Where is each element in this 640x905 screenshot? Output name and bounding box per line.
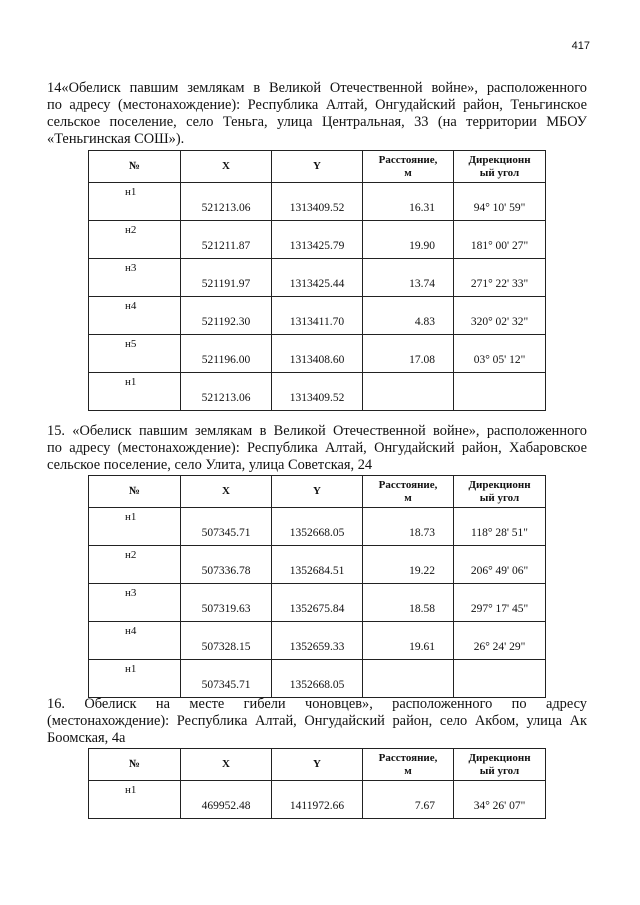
- cell-angle: [454, 297, 546, 335]
- header-distance-text: м: [404, 166, 412, 179]
- cell-y: [272, 546, 363, 584]
- cell-x: [181, 508, 272, 546]
- header-angle-text: ый угол: [479, 166, 520, 179]
- cell-distance-value: 4.83: [414, 316, 435, 328]
- paragraph-line: сельское поселение, село Улита, улица Советская, 24: [47, 457, 373, 473]
- cell-distance-value: 7.67: [414, 800, 435, 812]
- cell-angle-value: 271° 22' 33": [470, 278, 529, 290]
- section-16-coordinates-table: [88, 748, 546, 819]
- header-num: [89, 749, 181, 781]
- cell-angle: [454, 781, 546, 819]
- cell-y: [272, 508, 363, 546]
- cell-x: [181, 622, 272, 660]
- cell-point: [89, 259, 181, 297]
- header-x: [181, 476, 272, 508]
- cell-point-value: н3: [125, 262, 137, 274]
- table-row: [89, 584, 546, 622]
- cell-point: [89, 508, 181, 546]
- cell-distance-value: 17.08: [409, 354, 435, 366]
- cell-y-value: 1313411.70: [289, 316, 345, 328]
- header-num-text: №: [128, 485, 141, 497]
- cell-point: [89, 221, 181, 259]
- cell-y-value: 1352675.84: [289, 603, 345, 615]
- header-angle: [454, 476, 546, 508]
- header-num: [89, 151, 181, 183]
- section-14-paragraph: [47, 80, 587, 148]
- cell-distance-value: 13.74: [409, 278, 435, 290]
- cell-point: [89, 373, 181, 411]
- cell-distance-value: 18.58: [409, 603, 435, 615]
- cell-angle-value: 94° 10' 59": [473, 202, 526, 214]
- cell-angle: [454, 508, 546, 546]
- cell-point-value: н1: [125, 663, 137, 675]
- cell-point: [89, 546, 181, 584]
- paragraph-line: (местонахождение): Республика Алтай, Онгудайский район, село Акбом, улица Ак: [47, 713, 587, 729]
- header-y: [272, 749, 363, 781]
- header-angle: [454, 151, 546, 183]
- cell-angle-value: 206° 49' 06": [470, 565, 529, 577]
- cell-x-value: 521213.06: [201, 392, 251, 404]
- cell-angle: [454, 259, 546, 297]
- cell-x-value: 469952.48: [201, 800, 251, 812]
- cell-y: [272, 335, 363, 373]
- cell-y: [272, 297, 363, 335]
- cell-distance: [363, 546, 454, 584]
- cell-distance-value: 18.73: [409, 527, 435, 539]
- header-angle-text: ый угол: [479, 764, 520, 777]
- cell-y: [272, 221, 363, 259]
- cell-x-value: 521211.87: [201, 240, 251, 252]
- header-num-text: №: [128, 160, 141, 172]
- cell-distance: [363, 297, 454, 335]
- header-y-text: Y: [313, 160, 321, 172]
- header-x: [181, 151, 272, 183]
- header-y: [272, 151, 363, 183]
- header-y-text: Y: [313, 485, 321, 497]
- cell-y: [272, 584, 363, 622]
- cell-x: [181, 221, 272, 259]
- table-row: [89, 622, 546, 660]
- cell-angle: [454, 546, 546, 584]
- cell-angle-value: 297° 17' 45": [470, 603, 529, 615]
- cell-angle-value: 320° 02' 32": [470, 316, 529, 328]
- section-14-coordinates-table: [88, 150, 546, 411]
- cell-x: [181, 335, 272, 373]
- cell-distance-value: 19.90: [409, 240, 435, 252]
- table-row: [89, 546, 546, 584]
- cell-point: [89, 660, 181, 698]
- cell-x: [181, 297, 272, 335]
- header-num-text: №: [128, 758, 141, 770]
- cell-y: [272, 183, 363, 221]
- paragraph-line: по адресу (местонахождение): Республика Алтай, Онгудайский район, Хабаровское: [47, 440, 587, 456]
- table-row: [89, 660, 546, 698]
- cell-distance: [363, 373, 454, 411]
- cell-point-value: н1: [125, 376, 137, 388]
- cell-angle: [454, 373, 546, 411]
- table-row: [89, 373, 546, 411]
- cell-x: [181, 584, 272, 622]
- table-row: [89, 259, 546, 297]
- cell-y-value: 1411972.66: [289, 800, 345, 812]
- header-y-text: Y: [313, 758, 321, 770]
- cell-angle-value: 34° 26' 07": [473, 800, 526, 812]
- cell-point-value: н5: [125, 338, 137, 350]
- header-x-text: X: [222, 160, 230, 172]
- cell-angle: [454, 622, 546, 660]
- cell-x-value: 507345.71: [201, 679, 251, 691]
- cell-x-value: 521213.06: [201, 202, 251, 214]
- cell-y-value: 1313409.52: [289, 392, 345, 404]
- cell-point: [89, 335, 181, 373]
- cell-y: [272, 373, 363, 411]
- table-row: [89, 508, 546, 546]
- paragraph-line: 15. «Обелиск павшим землякам в Великой Отечественной войне», расположенного: [47, 423, 587, 439]
- cell-point-value: н1: [125, 186, 137, 198]
- paragraph-line: «Теньгинская СОШ»).: [47, 131, 185, 147]
- table-row: [89, 183, 546, 221]
- cell-point: [89, 622, 181, 660]
- page-number: 417: [571, 40, 590, 52]
- table-row: [89, 335, 546, 373]
- cell-distance: [363, 259, 454, 297]
- cell-angle: [454, 584, 546, 622]
- header-x-text: X: [222, 758, 230, 770]
- header-y: [272, 476, 363, 508]
- header-distance-text: Расстояние,: [378, 478, 438, 491]
- section-15-coordinates-table: [88, 475, 546, 698]
- header-distance: [363, 749, 454, 781]
- cell-y: [272, 259, 363, 297]
- header-distance-text: Расстояние,: [378, 153, 438, 166]
- cell-distance-value: [363, 660, 453, 679]
- table-header-row: [89, 476, 546, 508]
- cell-distance: [363, 221, 454, 259]
- table-row: [89, 221, 546, 259]
- cell-point-value: н1: [125, 784, 137, 796]
- table-row: [89, 297, 546, 335]
- cell-y-value: 1352668.05: [289, 527, 345, 539]
- cell-y-value: 1313409.52: [289, 202, 345, 214]
- cell-angle-value: 03° 05' 12": [473, 354, 526, 366]
- paragraph-line: 16. Обелиск на месте гибели чоновцев», расположенного по адресу: [47, 696, 587, 712]
- cell-x: [181, 259, 272, 297]
- cell-point: [89, 183, 181, 221]
- header-distance: [363, 151, 454, 183]
- cell-x: [181, 781, 272, 819]
- cell-angle: [454, 335, 546, 373]
- cell-point: [89, 297, 181, 335]
- cell-distance: [363, 508, 454, 546]
- cell-point: [89, 781, 181, 819]
- cell-distance: [363, 660, 454, 698]
- header-x-text: X: [222, 485, 230, 497]
- cell-x: [181, 183, 272, 221]
- cell-angle-value: [454, 373, 545, 392]
- cell-angle-value: [454, 660, 545, 679]
- paragraph-line: Боомская, 4а: [47, 730, 126, 746]
- cell-distance-value: 19.61: [409, 641, 435, 653]
- cell-x-value: 521191.97: [201, 278, 251, 290]
- cell-y-value: 1313408.60: [289, 354, 345, 366]
- cell-angle: [454, 183, 546, 221]
- cell-x: [181, 373, 272, 411]
- cell-point-value: н2: [125, 224, 137, 236]
- cell-distance-value: 19.22: [409, 565, 435, 577]
- table-row: [89, 781, 546, 819]
- header-distance-text: м: [404, 764, 412, 777]
- cell-distance: [363, 781, 454, 819]
- cell-point-value: н4: [125, 625, 137, 637]
- paragraph-line: 14«Обелиск павшим землякам в Великой Отечественной войне», расположенного: [47, 80, 587, 96]
- cell-y-value: 1313425.79: [289, 240, 345, 252]
- cell-angle-value: 26° 24' 29": [473, 641, 526, 653]
- header-distance-text: м: [404, 491, 412, 504]
- cell-point: [89, 584, 181, 622]
- table-header-row: [89, 151, 546, 183]
- cell-angle: [454, 660, 546, 698]
- header-x: [181, 749, 272, 781]
- cell-point-value: н1: [125, 511, 137, 523]
- paragraph-line: сельское поселение, село Теньга, улица Центральная, 33 (на территории МБОУ: [47, 114, 587, 130]
- cell-x: [181, 660, 272, 698]
- cell-angle-value: 118° 28' 51": [471, 527, 528, 539]
- header-angle: [454, 749, 546, 781]
- header-num: [89, 476, 181, 508]
- cell-point-value: н2: [125, 549, 137, 561]
- cell-y-value: 1352659.33: [289, 641, 345, 653]
- cell-distance-value: 16.31: [409, 202, 435, 214]
- cell-y: [272, 622, 363, 660]
- cell-angle-value: 181° 00' 27": [470, 240, 529, 252]
- section-16-paragraph: [47, 696, 587, 747]
- cell-point-value: н3: [125, 587, 137, 599]
- cell-y: [272, 781, 363, 819]
- header-distance: [363, 476, 454, 508]
- cell-distance: [363, 622, 454, 660]
- cell-y: [272, 660, 363, 698]
- header-distance-text: Расстояние,: [378, 751, 438, 764]
- cell-distance: [363, 335, 454, 373]
- cell-y-value: 1313425.44: [289, 278, 345, 290]
- cell-x-value: 507345.71: [201, 527, 251, 539]
- cell-angle: [454, 221, 546, 259]
- cell-y-value: 1352668.05: [289, 679, 345, 691]
- cell-x-value: 521196.00: [201, 354, 251, 366]
- header-angle-text: ый угол: [479, 491, 520, 504]
- table-header-row: [89, 749, 546, 781]
- cell-point-value: н4: [125, 300, 137, 312]
- header-angle-text: Дирекционн: [468, 478, 531, 491]
- cell-x-value: 507336.78: [201, 565, 251, 577]
- header-angle-text: Дирекционн: [468, 153, 531, 166]
- paragraph-line: по адресу (местонахождение): Республика Алтай, Онгудайский район, Теньгинское: [47, 97, 587, 113]
- cell-distance-value: [363, 373, 453, 392]
- cell-x-value: 521192.30: [201, 316, 251, 328]
- cell-x-value: 507319.63: [201, 603, 251, 615]
- cell-distance: [363, 584, 454, 622]
- header-angle-text: Дирекционн: [468, 751, 531, 764]
- section-15-paragraph: [47, 423, 587, 474]
- cell-distance: [363, 183, 454, 221]
- cell-y-value: 1352684.51: [289, 565, 345, 577]
- cell-x-value: 507328.15: [201, 641, 251, 653]
- cell-x: [181, 546, 272, 584]
